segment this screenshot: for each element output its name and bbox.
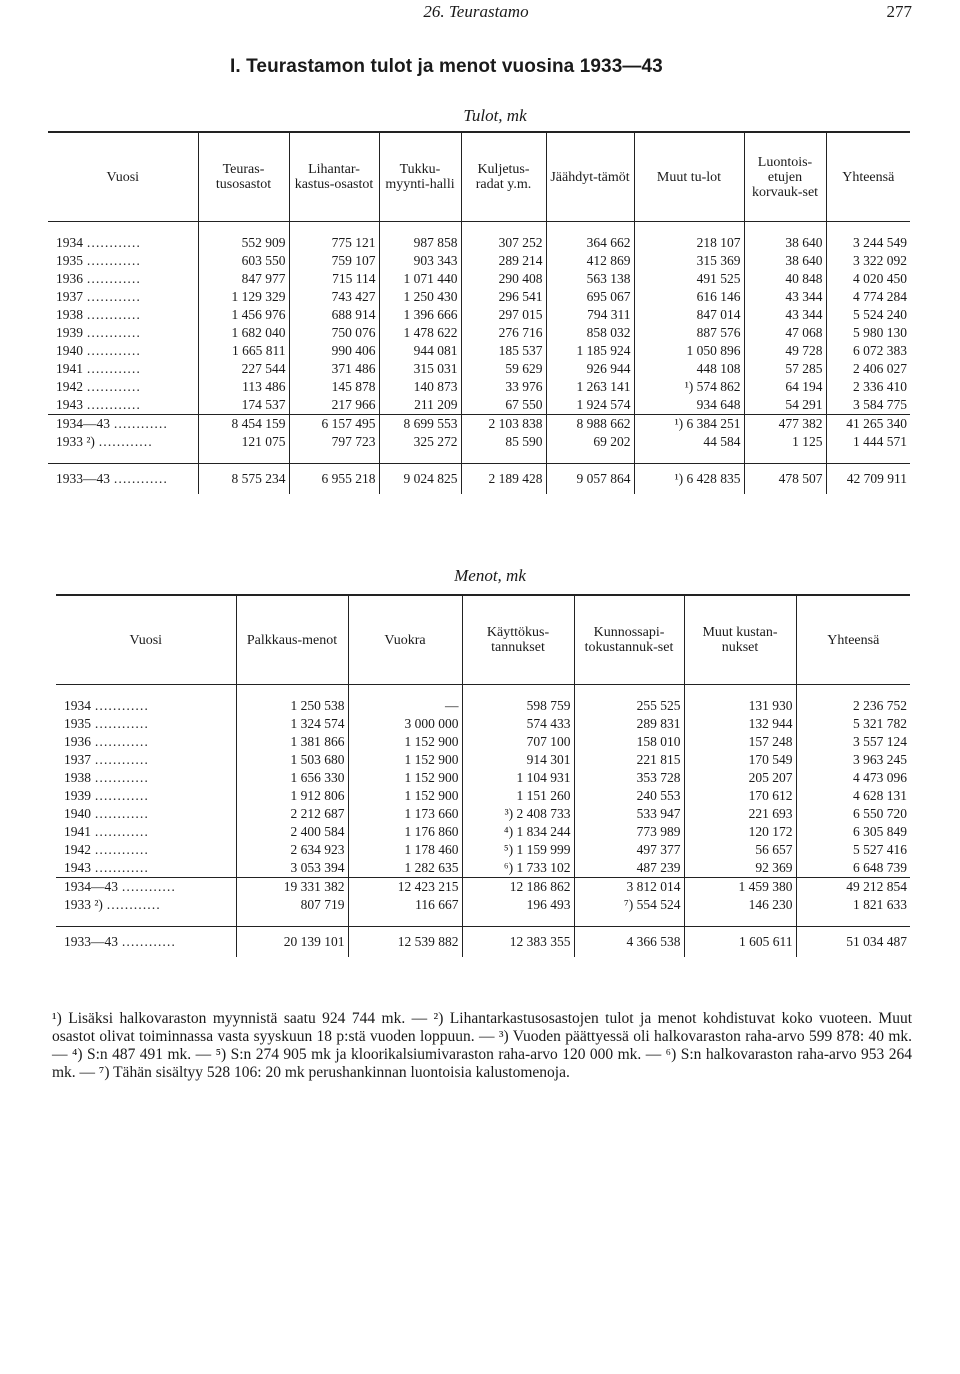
tulot-value-cell: 987 858 xyxy=(379,234,461,252)
menot-value-cell: 196 493 xyxy=(462,896,574,914)
menot-value-cell: 1 152 900 xyxy=(348,787,462,805)
menot-value-cell: 497 377 xyxy=(574,841,684,859)
menot-value-cell: 487 239 xyxy=(574,859,684,878)
tulot-value-cell: 2 406 027 xyxy=(826,360,910,378)
menot-table-row xyxy=(56,715,910,733)
menot-year-cell: 1941 ………… xyxy=(64,824,149,839)
tulot-value-cell: 990 406 xyxy=(289,342,379,360)
tulot-value-cell: 759 107 xyxy=(289,252,379,270)
menot-value-cell: 1 173 660 xyxy=(348,805,462,823)
menot-value-cell: 598 759 xyxy=(462,697,574,715)
menot-table-row xyxy=(56,927,910,958)
menot-value-cell: 12 383 355 xyxy=(462,927,574,958)
tulot-value-cell: ¹) 6 384 251 xyxy=(634,415,744,434)
tulot-header-row xyxy=(48,132,910,222)
menot-value-cell: 1 282 635 xyxy=(348,859,462,878)
tulot-value-cell: 715 114 xyxy=(289,270,379,288)
tulot-table-row xyxy=(48,378,910,396)
menot-value-cell: 5 527 416 xyxy=(796,841,910,859)
tulot-value-cell: 903 343 xyxy=(379,252,461,270)
menot-header-row xyxy=(56,595,910,685)
tulot-body xyxy=(48,222,910,495)
tulot-value-cell: 69 202 xyxy=(546,433,634,451)
tulot-value-cell: 4 774 284 xyxy=(826,288,910,306)
menot-value-cell: 240 553 xyxy=(574,787,684,805)
menot-value-cell: 12 423 215 xyxy=(348,878,462,897)
tulot-value-cell: 491 525 xyxy=(634,270,744,288)
tulot-value-cell: 1 125 xyxy=(744,433,826,451)
menot-value-cell: 3 053 394 xyxy=(236,859,348,878)
tulot-value-cell: 2 336 410 xyxy=(826,378,910,396)
tulot-value-cell: 185 537 xyxy=(461,342,546,360)
tulot-value-cell: 217 966 xyxy=(289,396,379,415)
menot-value-cell: ⁴) 1 834 244 xyxy=(462,823,574,841)
tulot-value-cell: 3 584 775 xyxy=(826,396,910,415)
menot-year-cell: 1940 ………… xyxy=(64,806,149,821)
tulot-table-row xyxy=(48,270,910,288)
menot-value-cell: 1 605 611 xyxy=(684,927,796,958)
menot-value-cell: 2 236 752 xyxy=(796,697,910,715)
menot-value-cell: 3 557 124 xyxy=(796,733,910,751)
menot-table-row xyxy=(56,841,910,859)
tulot-table xyxy=(48,131,910,494)
tulot-year-cell: 1942 ………… xyxy=(56,379,141,394)
menot-value-cell: 6 305 849 xyxy=(796,823,910,841)
menot-value-cell: 92 369 xyxy=(684,859,796,878)
menot-year-cell: 1943 ………… xyxy=(64,860,149,875)
tulot-value-cell: 478 507 xyxy=(744,464,826,495)
menot-value-cell: 807 719 xyxy=(236,896,348,914)
tulot-value-cell: 121 075 xyxy=(198,433,289,451)
tulot-table-row xyxy=(48,306,910,324)
menot-value-cell: 4 366 538 xyxy=(574,927,684,958)
tulot-value-cell: 290 408 xyxy=(461,270,546,288)
menot-year-cell: 1939 ………… xyxy=(64,788,149,803)
menot-year-cell: 1934 ………… xyxy=(64,698,149,713)
tulot-value-cell: 448 108 xyxy=(634,360,744,378)
tulot-table-row xyxy=(48,234,910,252)
menot-value-cell: 3 000 000 xyxy=(348,715,462,733)
tulot-value-cell: 1 263 141 xyxy=(546,378,634,396)
page-number: 277 xyxy=(886,2,912,21)
menot-table xyxy=(56,594,910,957)
menot-value-cell: 707 100 xyxy=(462,733,574,751)
menot-header-cell: Yhteensä xyxy=(796,595,910,685)
tulot-table-row xyxy=(48,342,910,360)
menot-value-cell: 49 212 854 xyxy=(796,878,910,897)
menot-value-cell: 1 503 680 xyxy=(236,751,348,769)
menot-table-row xyxy=(56,769,910,787)
menot-table-row xyxy=(56,751,910,769)
tulot-value-cell: 41 265 340 xyxy=(826,415,910,434)
tulot-value-cell: 315 369 xyxy=(634,252,744,270)
menot-value-cell: 4 628 131 xyxy=(796,787,910,805)
tulot-value-cell: 603 550 xyxy=(198,252,289,270)
tulot-value-cell: 1 924 574 xyxy=(546,396,634,415)
tulot-value-cell: 364 662 xyxy=(546,234,634,252)
menot-value-cell: 116 667 xyxy=(348,896,462,914)
menot-value-cell: 3 963 245 xyxy=(796,751,910,769)
tulot-value-cell: 8 575 234 xyxy=(198,464,289,495)
tulot-value-cell: 3 322 092 xyxy=(826,252,910,270)
tulot-header-cell: Kuljetus-radat y.m. xyxy=(461,132,546,222)
tulot-value-cell: 1 682 040 xyxy=(198,324,289,342)
tulot-value-cell: 218 107 xyxy=(634,234,744,252)
tulot-year-cell: 1941 ………… xyxy=(56,361,141,376)
menot-value-cell: 1 152 900 xyxy=(348,733,462,751)
tulot-header-cell: Yhteensä xyxy=(826,132,910,222)
menot-table-row xyxy=(56,697,910,715)
menot-value-cell: ⁵) 1 159 999 xyxy=(462,841,574,859)
menot-value-cell: 1 176 860 xyxy=(348,823,462,841)
menot-year-cell: 1937 ………… xyxy=(64,752,149,767)
menot-value-cell: 3 812 014 xyxy=(574,878,684,897)
tulot-value-cell: 315 031 xyxy=(379,360,461,378)
menot-year-cell: 1938 ………… xyxy=(64,770,149,785)
tulot-value-cell: 8 988 662 xyxy=(546,415,634,434)
tulot-header-cell: Lihantar-kastus-osastot xyxy=(289,132,379,222)
tulot-value-cell: 43 344 xyxy=(744,306,826,324)
tulot-value-cell: 1 665 811 xyxy=(198,342,289,360)
tulot-value-cell: 775 121 xyxy=(289,234,379,252)
menot-value-cell: 205 207 xyxy=(684,769,796,787)
menot-value-cell: 2 212 687 xyxy=(236,805,348,823)
tulot-year-cell: 1937 ………… xyxy=(56,289,141,304)
tulot-value-cell: 1 250 430 xyxy=(379,288,461,306)
menot-value-cell: 1 151 260 xyxy=(462,787,574,805)
tulot-value-cell: 325 272 xyxy=(379,433,461,451)
tulot-value-cell: 1 185 924 xyxy=(546,342,634,360)
tulot-table-row xyxy=(48,396,910,415)
tulot-value-cell: 33 976 xyxy=(461,378,546,396)
tulot-value-cell: 43 344 xyxy=(744,288,826,306)
tulot-value-cell: 140 873 xyxy=(379,378,461,396)
menot-value-cell: 1 250 538 xyxy=(236,697,348,715)
menot-value-cell: 2 400 584 xyxy=(236,823,348,841)
tulot-value-cell: 47 068 xyxy=(744,324,826,342)
menot-table-row xyxy=(56,805,910,823)
tulot-value-cell: 113 486 xyxy=(198,378,289,396)
tulot-value-cell: 5 524 240 xyxy=(826,306,910,324)
tulot-value-cell: 38 640 xyxy=(744,234,826,252)
tulot-value-cell: 563 138 xyxy=(546,270,634,288)
tulot-value-cell: 2 103 838 xyxy=(461,415,546,434)
menot-year-cell: 1935 ………… xyxy=(64,716,149,731)
menot-value-cell: 12 186 862 xyxy=(462,878,574,897)
tulot-value-cell: 1 444 571 xyxy=(826,433,910,451)
tulot-value-cell: 412 869 xyxy=(546,252,634,270)
menot-value-cell: 19 331 382 xyxy=(236,878,348,897)
tulot-value-cell: 1 129 329 xyxy=(198,288,289,306)
menot-value-cell: 1 381 866 xyxy=(236,733,348,751)
tulot-table-row xyxy=(48,464,910,495)
menot-year-cell: 1934—43 ………… xyxy=(56,878,236,897)
menot-value-cell: 56 657 xyxy=(684,841,796,859)
menot-value-cell: 1 152 900 xyxy=(348,751,462,769)
menot-value-cell: 353 728 xyxy=(574,769,684,787)
tulot-value-cell: 6 955 218 xyxy=(289,464,379,495)
tulot-value-cell: 227 544 xyxy=(198,360,289,378)
tulot-value-cell: 211 209 xyxy=(379,396,461,415)
menot-table-row xyxy=(56,787,910,805)
tulot-value-cell: 145 878 xyxy=(289,378,379,396)
tulot-year-cell: 1938 ………… xyxy=(56,307,141,322)
tulot-value-cell: 797 723 xyxy=(289,433,379,451)
tulot-value-cell: ¹) 6 428 835 xyxy=(634,464,744,495)
menot-value-cell: 1 656 330 xyxy=(236,769,348,787)
menot-value-cell: 157 248 xyxy=(684,733,796,751)
menot-value-cell: 132 944 xyxy=(684,715,796,733)
menot-value-cell: 12 539 882 xyxy=(348,927,462,958)
menot-body xyxy=(56,685,910,958)
tulot-value-cell: 944 081 xyxy=(379,342,461,360)
tulot-year-cell: 1939 ………… xyxy=(56,325,141,340)
menot-value-cell: 51 034 487 xyxy=(796,927,910,958)
tulot-value-cell: 1 456 976 xyxy=(198,306,289,324)
menot-value-cell: 1 459 380 xyxy=(684,878,796,897)
menot-value-cell: 773 989 xyxy=(574,823,684,841)
tulot-value-cell: 9 024 825 xyxy=(379,464,461,495)
tulot-value-cell: 4 020 450 xyxy=(826,270,910,288)
tulot-value-cell: 1 396 666 xyxy=(379,306,461,324)
menot-value-cell: 2 634 923 xyxy=(236,841,348,859)
menot-header-cell: Vuosi xyxy=(56,595,236,685)
tulot-value-cell: 934 648 xyxy=(634,396,744,415)
tulot-value-cell: 59 629 xyxy=(461,360,546,378)
menot-year-cell: 1933—43 ………… xyxy=(56,927,236,958)
tulot-value-cell: 8 454 159 xyxy=(198,415,289,434)
tulot-year-cell: 1935 ………… xyxy=(56,253,141,268)
tulot-value-cell: 858 032 xyxy=(546,324,634,342)
tulot-value-cell: 3 244 549 xyxy=(826,234,910,252)
menot-value-cell: 6 550 720 xyxy=(796,805,910,823)
tulot-value-cell: 847 014 xyxy=(634,306,744,324)
tulot-value-cell: 887 576 xyxy=(634,324,744,342)
menot-value-cell: 1 178 460 xyxy=(348,841,462,859)
menot-value-cell: 6 648 739 xyxy=(796,859,910,878)
tulot-value-cell: 688 914 xyxy=(289,306,379,324)
menot-section-title: Menot, mk xyxy=(454,566,526,585)
tulot-value-cell: 477 382 xyxy=(744,415,826,434)
tulot-value-cell: 64 194 xyxy=(744,378,826,396)
tulot-value-cell: 38 640 xyxy=(744,252,826,270)
menot-value-cell: 170 612 xyxy=(684,787,796,805)
tulot-value-cell: 307 252 xyxy=(461,234,546,252)
tulot-value-cell: 67 550 xyxy=(461,396,546,415)
tulot-value-cell: 42 709 911 xyxy=(826,464,910,495)
tulot-value-cell: 695 067 xyxy=(546,288,634,306)
menot-value-cell: 5 321 782 xyxy=(796,715,910,733)
menot-value-cell: 131 930 xyxy=(684,697,796,715)
tulot-value-cell: 49 728 xyxy=(744,342,826,360)
menot-header-cell: Palkkaus-menot xyxy=(236,595,348,685)
menot-header-cell: Käyttökus-tannukset xyxy=(462,595,574,685)
tulot-year-cell: 1940 ………… xyxy=(56,343,141,358)
menot-value-cell: 120 172 xyxy=(684,823,796,841)
menot-value-cell: 221 815 xyxy=(574,751,684,769)
tulot-value-cell: 57 285 xyxy=(744,360,826,378)
tulot-value-cell: 794 311 xyxy=(546,306,634,324)
tulot-value-cell: 5 980 130 xyxy=(826,324,910,342)
menot-header-cell: Muut kustan-nukset xyxy=(684,595,796,685)
main-title: I. Teurastamon tulot ja menot vuosina 1933—43 xyxy=(230,56,663,77)
tulot-header-cell: Jäähdyt-tämöt xyxy=(546,132,634,222)
tulot-value-cell: 85 590 xyxy=(461,433,546,451)
tulot-value-cell: 743 427 xyxy=(289,288,379,306)
tulot-year-cell: 1933 ²) ………… xyxy=(56,434,153,449)
tulot-table-row xyxy=(48,415,910,434)
tulot-value-cell: 552 909 xyxy=(198,234,289,252)
menot-value-cell: 170 549 xyxy=(684,751,796,769)
footnotes: ¹) Lisäksi halkovaraston myynnistä saatu 924 744 mk. — ²) Lihantarkastusosastojen tulot ja menot kohdistuvat koko vuoteen. Muut osastot olivat toiminnassa vasta syyskuun 18 p:stä vuoden loppuun. — ³) Vuoden päättyessä oli halkovaraston raha-arvo 599 878: 40 mk. — ⁴) S:n 487 491 mk. — ⁵) S:n 274 905 mk ja kloorikalsiumivaraston raha-arvo 120 000 mk. — ⁶) S:n halkovaraston raha-arvo 953 264 mk. — ⁷) Tähän sisältyy 528 106: 20 mk perushankinnan luontoisia kalustomenoja. xyxy=(52,1010,912,1081)
tulot-value-cell: 926 944 xyxy=(546,360,634,378)
menot-table-row xyxy=(56,823,910,841)
tulot-header-cell: Muut tu-lot xyxy=(634,132,744,222)
tulot-year-cell: 1933—43 ………… xyxy=(48,464,198,495)
tulot-value-cell: 847 977 xyxy=(198,270,289,288)
menot-value-cell: 4 473 096 xyxy=(796,769,910,787)
menot-value-cell: 146 230 xyxy=(684,896,796,914)
menot-value-cell: 914 301 xyxy=(462,751,574,769)
tulot-value-cell: 54 291 xyxy=(744,396,826,415)
tulot-value-cell: 6 157 495 xyxy=(289,415,379,434)
tulot-value-cell: 44 584 xyxy=(634,433,744,451)
tulot-table-row xyxy=(48,360,910,378)
tulot-header-cell: Tukku-myynti-halli xyxy=(379,132,461,222)
tulot-value-cell: 1 478 622 xyxy=(379,324,461,342)
tulot-value-cell: 297 015 xyxy=(461,306,546,324)
menot-value-cell: 1 324 574 xyxy=(236,715,348,733)
menot-header-cell: Kunnossapi-tokustannuk-set xyxy=(574,595,684,685)
menot-value-cell: 1 104 931 xyxy=(462,769,574,787)
menot-value-cell: 20 139 101 xyxy=(236,927,348,958)
running-head xyxy=(40,2,912,28)
tulot-value-cell: 2 189 428 xyxy=(461,464,546,495)
menot-value-cell: ⁶) 1 733 102 xyxy=(462,859,574,878)
menot-table-row xyxy=(56,859,910,878)
tulot-year-cell: 1936 ………… xyxy=(56,271,141,286)
tulot-year-cell: 1934 ………… xyxy=(56,235,141,250)
menot-value-cell: 1 821 633 xyxy=(796,896,910,914)
menot-value-cell: ³) 2 408 733 xyxy=(462,805,574,823)
tulot-year-cell: 1943 ………… xyxy=(56,397,141,412)
menot-value-cell: ⁷) 554 524 xyxy=(574,896,684,914)
tulot-value-cell: 1 071 440 xyxy=(379,270,461,288)
tulot-value-cell: 371 486 xyxy=(289,360,379,378)
menot-value-cell: 533 947 xyxy=(574,805,684,823)
menot-value-cell: 1 912 806 xyxy=(236,787,348,805)
menot-table-row xyxy=(56,896,910,914)
tulot-header-cell: Luontois-etujen korvauk-set xyxy=(744,132,826,222)
tulot-value-cell: 6 072 383 xyxy=(826,342,910,360)
menot-table-row xyxy=(56,733,910,751)
tulot-value-cell: ¹) 574 862 xyxy=(634,378,744,396)
tulot-value-cell: 174 537 xyxy=(198,396,289,415)
tulot-value-cell: 296 541 xyxy=(461,288,546,306)
running-head-title: 26. Teurastamo xyxy=(423,2,529,21)
menot-value-cell: 158 010 xyxy=(574,733,684,751)
tulot-value-cell: 750 076 xyxy=(289,324,379,342)
tulot-value-cell: 1 050 896 xyxy=(634,342,744,360)
tulot-value-cell: 8 699 553 xyxy=(379,415,461,434)
menot-value-cell: 289 831 xyxy=(574,715,684,733)
menot-year-cell: 1942 ………… xyxy=(64,842,149,857)
tulot-table-row xyxy=(48,324,910,342)
tulot-value-cell: 616 146 xyxy=(634,288,744,306)
menot-header-cell: Vuokra xyxy=(348,595,462,685)
tulot-section-title: Tulot, mk xyxy=(463,106,527,125)
menot-table-row xyxy=(56,878,910,897)
tulot-value-cell: 9 057 864 xyxy=(546,464,634,495)
menot-value-cell: 574 433 xyxy=(462,715,574,733)
menot-year-cell: 1933 ²) ………… xyxy=(64,897,161,912)
tulot-table-row xyxy=(48,288,910,306)
tulot-value-cell: 276 716 xyxy=(461,324,546,342)
menot-value-cell: 221 693 xyxy=(684,805,796,823)
menot-year-cell: 1936 ………… xyxy=(64,734,149,749)
tulot-header-cell: Vuosi xyxy=(48,132,198,222)
tulot-value-cell: 40 848 xyxy=(744,270,826,288)
menot-value-cell: — xyxy=(348,697,462,715)
tulot-header-cell: Teuras-tusosastot xyxy=(198,132,289,222)
tulot-table-row xyxy=(48,433,910,451)
tulot-year-cell: 1934—43 ………… xyxy=(48,415,198,434)
menot-value-cell: 1 152 900 xyxy=(348,769,462,787)
menot-value-cell: 255 525 xyxy=(574,697,684,715)
tulot-table-row xyxy=(48,252,910,270)
tulot-value-cell: 289 214 xyxy=(461,252,546,270)
